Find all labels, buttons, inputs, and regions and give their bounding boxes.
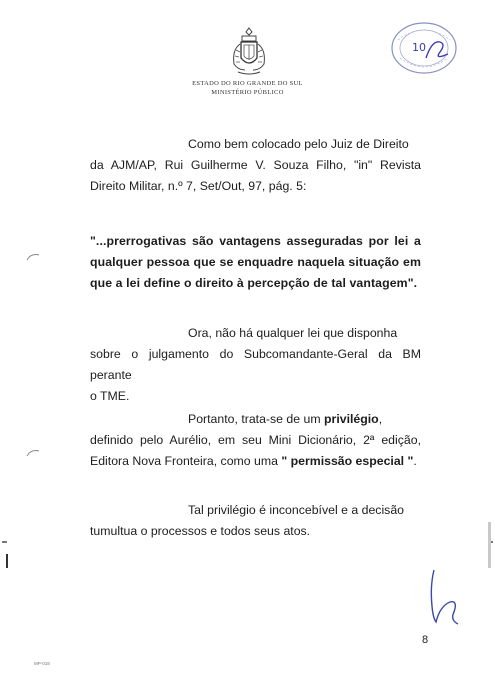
paragraph-conclusion: Tal privilégio é inconcebível e a decisão tumultua o processos e todos seus atos. [90, 503, 405, 538]
scan-mark [2, 541, 7, 543]
page-number: 8 [422, 634, 429, 646]
margin-mark [26, 252, 40, 262]
paragraph-privilege: Portanto, trata-se de um privilégio, definido pelo Aurélio, em seu Mini Dicionário, 2ª edição, Editora Nova Fronteira, como uma " permissão especial ". [90, 412, 421, 468]
stamp-page-mark: 10 [412, 41, 426, 54]
margin-mark [26, 448, 40, 458]
page-stamp [382, 18, 474, 82]
paragraph-no-law: Ora, não há qualquer lei que disponha sobre o julgamento do Subcomandante-Geral da BM perante o TME. [90, 326, 421, 403]
quote-block: "...prerrogativas são vantagens asseguradas por lei a qualquer pessoa que se enquadre naquela situação em que a lei define o direito à percepção de tal vantagem". [90, 234, 421, 290]
header-state: ESTADO DO RIO GRANDE DO SUL [192, 80, 303, 87]
header-ministry: MINISTÉRIO PÚBLICO [211, 89, 284, 96]
scan-mark [6, 554, 8, 568]
signature-rubric [420, 566, 460, 626]
scan-edge [488, 522, 491, 568]
coat-of-arms-icon [229, 26, 269, 78]
form-code: MP-018 [34, 661, 50, 666]
paragraph-citation: Como bem colocado pelo Juiz de Direito da AJM/AP, Rui Guilherme V. Souza Filho, "in" Revista Direito Militar, n.º 7, Set/Out, 97, pág. 5: [90, 137, 421, 193]
